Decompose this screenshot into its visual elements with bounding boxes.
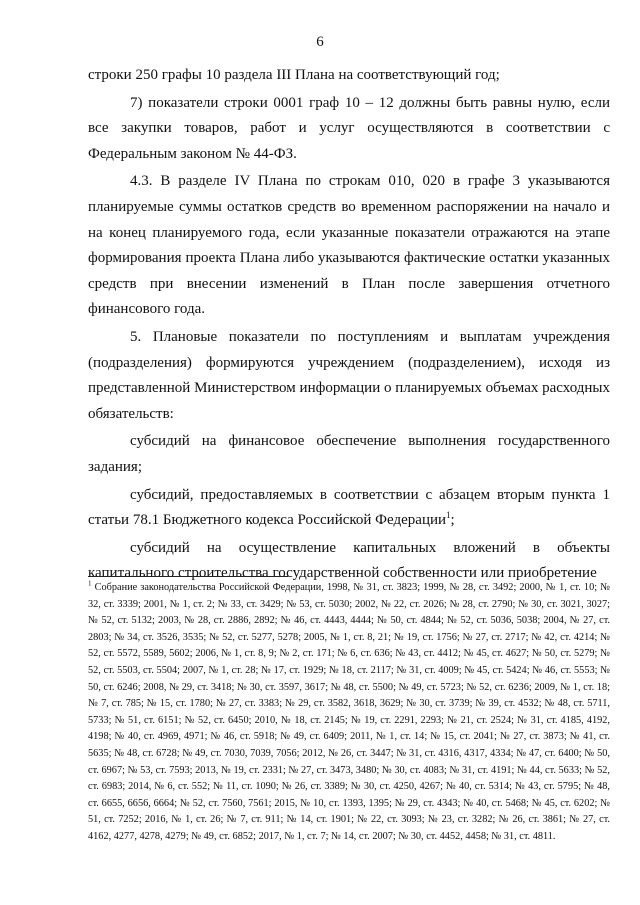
- paragraph-subsidy-capital-investment: субсидий на осуществление капитальных вложений в объекты капитального строительства государственной собственности или приобретение: [88, 539, 610, 582]
- paragraph-subsidy-state-task: субсидий на финансовое обеспечение выполнения государственного задания;: [88, 433, 610, 475]
- footnote-mark: 1: [88, 579, 92, 588]
- footnote: [88, 580, 610, 846]
- paragraph-4-3: 4.3. В разделе IV Плана по строкам 010, 020 в графе 3 указываются планируемые суммы остатков средств во временном распоряжении на начало и на конец планируемого года, если указанные показатели отражаются на этапе формирования проекта Плана либо указываются фактические остатки указанных средств при внесении изменений в План после завершения отчетного финансового года.: [88, 173, 610, 318]
- paragraph-continuation: строки 250 графы 10 раздела III Плана на соответствующий год;: [88, 67, 500, 83]
- paragraph-subsidy-article-78-1: [88, 483, 610, 534]
- paragraph-subsidy-article-78-1-end: ;: [450, 512, 455, 529]
- footnote-text: Собрание законодательства Российской Федерации, 1998, № 31, ст. 3823; 1999, № 28, ст. 3492; 2000, № 1, ст. 10; № 32, ст. 3339; 2001, № 1, ст. 2; № 33, ст. 3429; № 53, ст. 5030; 2002, № 22, ст. 2026; № 28, ст. 2790; № 30, ст. 3021, 3027; № 52, ст. 5132; 2003, № 28, ст. 2886, 2892; № 46, ст. 4443, 4444; № 50, ст. 4844; № 52, ст. 5036, 5038; 2004, № 27, ст. 2803; № 34, ст. 3526, 3535; № 52, ст. 5277, 5278; 2005, № 1, ст. 8, 21; № 19, ст. 1756; № 27, ст. 2717; № 42, ст. 4214; № 52, ст. 5572, 5589, 5602; 2006, № 1, ст. 8, 9; № 2, ст. 171; № 6, ст. 636; № 43, ст. 4412; № 45, ст. 4627; № 50, ст. 5279; № 52, ст. 5503, ст. 5504; 2007, № 1, ст. 28; № 17, ст. 1929; № 18, ст. 2117; № 31, ст. 4009; № 45, ст. 5424; № 46, ст. 5553; № 50, ст. 6246; 2008, № 29, ст. 3418; № 30, ст. 3597, 3617; № 48, ст. 5500; № 49, ст. 5723; № 52, ст. 6236; 2009, № 1, ст. 18; № 7, ст. 785; № 15, ст. 1780; № 27, ст. 3383; № 29, ст. 3582, 3618, 3629; № 30, ст. 3739; № 39, ст. 4532; № 48, ст. 5711, 5733; № 51, ст. 6151; № 52, ст. 6450; 2010, № 18, ст. 2145; № 19, ст. 2291, 2293; № 21, ст. 2524; № 31, ст. 4185, 4192, 4198; № 40, ст. 4969, 4971; № 46, ст. 5918; № 49, ст. 6409; 2011, № 1, ст. 14; № 15, ст. 2041; № 27, ст. 3873; № 41, ст. 5635; № 48, ст. 6728; № 49, ст. 7030, 7039, 7056; 2012, № 26, ст. 3447; № 31, ст. 4316, 4317, 4334; № 47, ст. 6400; № 50, ст. 6967; № 53, ст. 7593; 2013, № 19, ст. 2331; № 27, ст. 3473, 3480; № 30, ст. 4083; № 31, ст. 4191; № 44, ст. 5633; № 52, ст. 6983; 2014, № 6, ст. 552; № 11, ст. 1090; № 26, ст. 3389; № 30, ст. 4250, 4267; № 40, ст. 5314; № 43, ст. 5795; № 48, ст. 6655, 6656, 6664; № 52, ст. 7560, 7561; 2015, № 10, ст. 1393, 1395; № 29, ст. 4343; № 40, ст. 5468; № 45, ст. 6202; № 51, ст. 7252; 2016, № 1, ст. 26; № 7, ст. 911; № 14, ст. 1901; № 22, ст. 3093; № 23, ст. 3282; № 26, ст. 3861; № 27, ст. 4162, 4277, 4278, 4279; № 49, ст. 6852; 2017, № 1, ст. 7; № 14, ст. 2007; № 30, ст. 4452, 4458; № 31, ст. 4811.: [88, 582, 610, 842]
- paragraph-item-7: 7) показатели строки 0001 граф 10 – 12 должны быть равны нулю, если все закупки товаров, работ и услуг осуществляются в соответствии с Федеральным законом № 44-ФЗ.: [88, 94, 610, 162]
- body-text: [88, 63, 610, 587]
- footnote-reference: 1: [446, 510, 451, 521]
- footnote-divider: [88, 576, 288, 577]
- paragraph-subsidy-article-78-1-text: субсидий, предоставляемых в соответствии с абзацем вторым пункта 1 статьи 78.1 Бюджетного кодекса Российской Федерации: [88, 486, 610, 529]
- page-number: 6: [316, 34, 324, 50]
- paragraph-5: 5. Плановые показатели по поступлениям и выплатам учреждения (подразделения) формируются учреждением (подразделением), исходя из представленной Министерством информации о планируемых объемах расходных обязательств:: [88, 328, 610, 422]
